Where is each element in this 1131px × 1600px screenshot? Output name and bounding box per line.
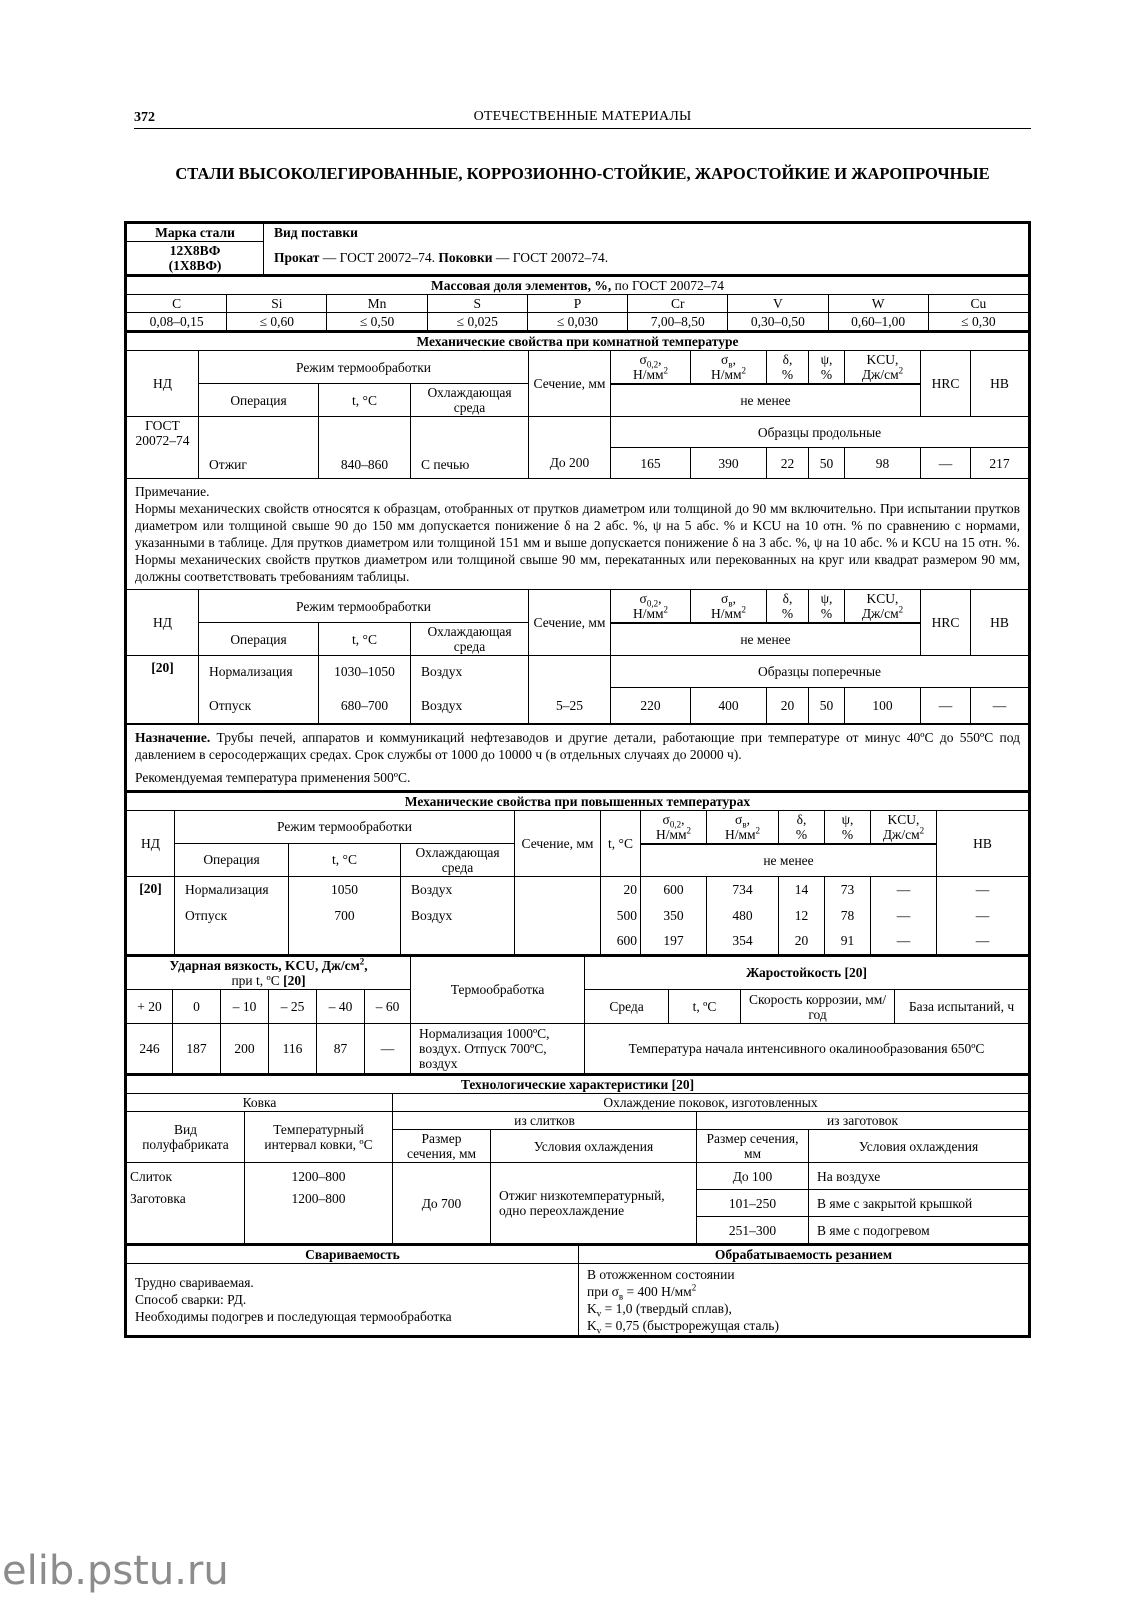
weld-title: Свариваемость: [127, 1245, 579, 1264]
scale-title: Жаростойкость [20]: [585, 956, 1029, 990]
h-from-ingots: из слитков: [393, 1112, 697, 1130]
supply-label: Вид поставки: [264, 224, 1029, 242]
ingot-cond: Отжиг низкотемпературный, одно переохлаждение: [491, 1163, 697, 1244]
h-nd: НД: [127, 590, 199, 656]
impact-value: —: [365, 1024, 411, 1074]
h-sup: 2: [755, 825, 761, 835]
h-sigmav-sym: σ: [721, 352, 729, 367]
impact-temp: 0: [173, 990, 221, 1024]
op-value: [175, 928, 289, 954]
composition-values: [127, 313, 1029, 331]
machining-line-sub: v: [596, 1308, 602, 1319]
op-value: Нормализация: [199, 656, 319, 688]
blank-size: 101–250: [697, 1190, 809, 1217]
machining-title: Обрабатываемость резанием: [579, 1245, 1029, 1264]
impact-title-text: Ударная вязкость, KCU, Дж/см: [169, 957, 360, 973]
h-kcu-unit: Дж/см: [861, 367, 899, 382]
h-section: Сечение, мм: [529, 590, 611, 656]
kcu-value: 98: [845, 448, 921, 479]
impact-temp: – 25: [269, 990, 317, 1024]
impact-temp: + 20: [127, 990, 173, 1024]
h-pct: %: [820, 367, 833, 382]
h-mode: Режим термообработки: [199, 351, 529, 384]
section-value: До 200: [529, 448, 611, 479]
machining-line-part: при σ: [587, 1283, 619, 1299]
purpose-text: Трубы печей, аппаратов и коммуникаций нефтезаводов и другие детали, работающие при температуре от минус 40ºС до 550ºС под давлением в серосодержащих средах. Срок службы от 1000 до 10000 ч (в отдельных случаях до 20000 ч).: [135, 729, 1020, 762]
h-kcu: [845, 590, 921, 623]
grade-label: Марка стали: [127, 224, 264, 242]
h-not-less: не менее: [641, 844, 937, 876]
h-operation: Операция: [175, 843, 289, 876]
psi-value: 50: [809, 688, 845, 724]
s02-value: 600: [641, 876, 707, 902]
h-blank-cond: Условия охлаждения: [809, 1130, 1029, 1163]
h-kcu-sym: KCU,: [866, 352, 899, 367]
hb-value: —: [937, 902, 1029, 928]
cool-value: Воздух: [411, 688, 529, 724]
element-value: 0,30–0,50: [728, 313, 828, 331]
s02-value: 350: [641, 902, 707, 928]
h-not-less: не менее: [611, 624, 921, 656]
impact-title-comma: ,: [364, 957, 368, 973]
scale-h-base: База испытаний, ч: [895, 990, 1029, 1024]
supply-forged-label: Поковки: [438, 250, 493, 266]
element-header: P: [527, 295, 627, 313]
element-header: C: [127, 295, 227, 313]
composition-title-rest: по ГОСТ 20072–74: [611, 278, 724, 293]
blank-size: 251–300: [697, 1217, 809, 1244]
h-not-less: не менее: [611, 385, 921, 417]
h-section: Сечение, мм: [515, 810, 601, 876]
weld-text: [127, 1264, 579, 1336]
temp-value: 840–860: [319, 417, 411, 479]
delta-value: 12: [779, 902, 825, 928]
cool-value: Воздух: [401, 902, 515, 928]
scale-value: Температура начала интенсивного окалинообразования 650ºС: [585, 1024, 1029, 1074]
h-sigma02-sub: 0,2: [646, 359, 659, 370]
psi-value: 91: [825, 928, 871, 954]
steel-datasheet: [124, 221, 1031, 1338]
h-blank-size: Размер сечения, мм: [697, 1130, 809, 1163]
h-sigmav-sub: в: [742, 819, 747, 830]
mech-room-title: Механические свойства при комнатной температуре: [127, 332, 1029, 351]
weld-line: Способ сварки: РД.: [135, 1292, 247, 1307]
h-pct: %: [781, 367, 794, 382]
mech-high-title: Механические свойства при повышенных температурах: [127, 792, 1029, 811]
blank-cond: В яме с закрытой крышкой: [809, 1190, 1029, 1217]
h-sigmav-sub: в: [728, 359, 733, 370]
test-temp-value: 600: [601, 928, 641, 954]
composition-title: [127, 276, 1029, 295]
element-value: ≤ 0,50: [327, 313, 427, 331]
supply-rolled: — ГОСТ 20072–74.: [319, 250, 439, 266]
h-hrc: HRC: [921, 351, 971, 417]
element-header: Mn: [327, 295, 427, 313]
element-value: ≤ 0,30: [928, 313, 1028, 331]
note: [127, 479, 1029, 590]
semi-type: Слиток: [127, 1163, 245, 1190]
samples-transverse: Образцы поперечные: [611, 656, 1029, 688]
h-kcu-sym: KCU,: [887, 811, 920, 827]
delta-value: 22: [767, 448, 809, 479]
element-header: Cu: [928, 295, 1028, 313]
h-sigmav-sub: в: [728, 598, 733, 609]
cool-value: [401, 928, 515, 954]
h-ingot-size: Размер сечения, мм: [393, 1130, 491, 1163]
op-value: Отпуск: [199, 688, 319, 724]
forging-interval: 1200–800: [245, 1163, 393, 1190]
composition-title-bold: Массовая доля элементов, %,: [431, 278, 612, 293]
h-hb: HB: [937, 810, 1029, 876]
h-sup: 2: [919, 825, 925, 835]
h-test-temp: t, °С: [601, 810, 641, 876]
h-semi-type: Вид полуфабриката: [127, 1112, 245, 1163]
impact-value: 87: [317, 1024, 365, 1074]
h-psi-sym: ψ,: [820, 591, 833, 606]
grade-table: [126, 223, 1029, 275]
tech-table: [126, 1074, 1029, 1244]
h-temp: t, °С: [319, 384, 411, 417]
samples-longitudinal: Образцы продольные: [611, 417, 1029, 448]
table-row: [127, 902, 1029, 928]
h-kcu-sym: KCU,: [866, 591, 899, 606]
cool-value: Воздух: [411, 656, 529, 688]
machining-line-sub: v: [596, 1325, 602, 1336]
h-nd: НД: [127, 810, 175, 876]
element-value: ≤ 0,030: [527, 313, 627, 331]
element-value: ≤ 0,60: [227, 313, 327, 331]
cool-value: Воздух: [401, 876, 515, 902]
grade-alt: (1Х8ВФ): [168, 258, 222, 273]
note-text: Нормы механических свойств относятся к образцам, отобранных от прутков диаметром или толщиной до 90 мм включительно. При испытании прутков диаметром или толщиной свыше 90 до 150 мм допускается понижение δ на 2 абс. %, ψ на 5 абс. % и KCU на 10 отн. % по сравнению с нормами, указанными в таблице. Для прутков диаметром или толщиной 151 мм и выше допускается понижение δ на 3 абс. %, ψ на 10 абс. % и KCU на 15 отн. %. Нормы механических свойств прутков диаметром или толщиной свыше 90 мм, перекатанных или перекованных на круг или квадрат размером 90 мм, должны соответствовать требованиям таблицы.: [135, 501, 1020, 584]
h-hb: HB: [971, 351, 1029, 417]
scale-h-temp: t, ºС: [669, 990, 741, 1024]
h-sigma02: $\sigma_{0,2}$, $Н/мм^2$: [611, 590, 691, 623]
h-temp: t, °С: [319, 623, 411, 656]
h-sigmav: $\sigma_в$, $Н/мм^2$: [691, 351, 767, 384]
section-value: 5–25: [529, 688, 611, 724]
impact-temp: – 60: [365, 990, 411, 1024]
psi-value: 73: [825, 876, 871, 902]
sv-value: 480: [707, 902, 779, 928]
h-psi: [809, 351, 845, 384]
h-delta: [779, 810, 825, 843]
op-value: Отжиг: [199, 417, 319, 479]
psi-value: 78: [825, 902, 871, 928]
h-sigma02-sym: σ: [662, 811, 670, 827]
element-header: V: [728, 295, 828, 313]
sv-value: 390: [691, 448, 767, 479]
cool-value: С печью: [411, 417, 529, 479]
nd-ref: [20]: [127, 656, 199, 724]
h-delta-sym: δ,: [782, 352, 793, 367]
watermark: elib.pstu.ru: [2, 1548, 229, 1594]
kcu-value: —: [871, 902, 937, 928]
blank-cond: В яме с подогревом: [809, 1217, 1029, 1244]
purpose-label: Назначение.: [135, 729, 211, 745]
hrc-value: —: [921, 448, 971, 479]
h-cooling: Охлаждающая среда: [411, 623, 529, 656]
sv-value: 400: [691, 688, 767, 724]
h-delta-sym: δ,: [782, 591, 793, 606]
temp-value: [289, 928, 401, 954]
h-delta: [767, 590, 809, 623]
h-psi: [825, 810, 871, 843]
hb-value: —: [937, 928, 1029, 954]
scale-h-medium: Среда: [585, 990, 669, 1024]
note-label: Примечание.: [135, 484, 210, 499]
grade: 12Х8ВФ: [169, 243, 221, 258]
h-sigmav-sym: σ: [721, 591, 729, 606]
psi-value: 50: [809, 448, 845, 479]
h-psi-sym: ψ,: [820, 352, 833, 367]
h-sigmav-unit: Н/мм: [710, 367, 742, 382]
mech-room-table: [126, 331, 1029, 791]
h-kcu-unit: Дж/см: [861, 606, 899, 621]
h-operation: Операция: [199, 623, 319, 656]
purpose: [127, 724, 1029, 791]
heat-value: Нормализация 1000ºС, воздух. Отпуск 700ºС, воздух: [411, 1024, 585, 1074]
test-temp-value: 500: [601, 902, 641, 928]
kcu-value: 100: [845, 688, 921, 724]
test-temp-value: 20: [601, 876, 641, 902]
kcu-value: —: [871, 928, 937, 954]
delta-value: 20: [767, 688, 809, 724]
supply-rolled-label: Прокат: [274, 250, 320, 266]
h-psi: [809, 590, 845, 623]
temp-value: 680–700: [319, 688, 411, 724]
h-kcu: [845, 351, 921, 384]
machining-line-part: = 0,75 (быстрорежущая сталь): [601, 1317, 779, 1333]
table-row: [127, 928, 1029, 954]
impact-temp: – 10: [221, 990, 269, 1024]
machining-line-part: K: [587, 1300, 597, 1316]
mech-high-table: [126, 791, 1029, 955]
h-sup: 2: [898, 365, 904, 376]
tech-title: Технологические характеристики [20]: [127, 1075, 1029, 1094]
machining-line-sub: в: [618, 1291, 624, 1302]
h-sigma02-sub: 0,2: [669, 819, 682, 830]
h-from-blanks: из заготовок: [697, 1112, 1029, 1130]
s02-value: 197: [641, 928, 707, 954]
page-number: 372: [134, 110, 155, 125]
h-sup: 2: [663, 604, 669, 615]
supply-forged: — ГОСТ 20072–74.: [492, 250, 609, 266]
machining-line-part: = 1,0 (твердый сплав),: [601, 1300, 732, 1316]
h-forging-cooling: Охлаждение поковок, изготовленных: [393, 1094, 1029, 1112]
temp-value: 1050: [289, 876, 401, 902]
impact-value: 187: [173, 1024, 221, 1074]
hb-value: —: [937, 876, 1029, 902]
h-psi-sym: ψ,: [841, 811, 854, 827]
sv-value: 734: [707, 876, 779, 902]
h-sup: 2: [741, 365, 747, 376]
recommended-temp: Рекомендуемая температура применения 500ºС.: [135, 769, 411, 785]
h-sigmav: $\sigma_в$, $Н/мм^2$: [691, 590, 767, 623]
s02-value: 220: [611, 688, 691, 724]
hb-value: —: [971, 688, 1029, 724]
temp-value: 1030–1050: [319, 656, 411, 688]
machining-line-sup: 2: [691, 1282, 697, 1292]
h-operation: Операция: [199, 384, 319, 417]
table-row: [127, 876, 1029, 902]
h-sigma02-unit: Н/мм: [655, 826, 687, 842]
grade-value: [127, 242, 264, 275]
element-header: Si: [227, 295, 327, 313]
h-pct: %: [781, 606, 794, 621]
h-sigma02-sym: σ: [639, 352, 647, 367]
h-ingot-cond: Условия охлаждения: [491, 1130, 697, 1163]
element-value: 0,08–0,15: [127, 313, 227, 331]
weld-line: Трудно свариваемая.: [135, 1275, 254, 1290]
temp-value: 700: [289, 902, 401, 928]
page-header: [134, 106, 1031, 129]
h-temp: t, °С: [289, 843, 401, 876]
op-value: Отпуск: [175, 902, 289, 928]
h-sigma02-unit: Н/мм: [632, 606, 664, 621]
h-nd: НД: [127, 351, 199, 417]
running-header: ОТЕЧЕСТВЕННЫЕ МАТЕРИАЛЫ: [473, 109, 692, 124]
machining-line: [587, 1283, 1025, 1300]
element-header: S: [427, 295, 527, 313]
h-mode: Режим термообработки: [199, 590, 529, 623]
h-sup: 2: [686, 825, 692, 835]
machining-line-part: = 400 Н/мм: [623, 1283, 692, 1299]
impact-value: 246: [127, 1024, 173, 1074]
scale-h-rate: Скорость коррозии, мм/год: [741, 990, 895, 1024]
h-hb: HB: [971, 590, 1029, 656]
h-pct: %: [820, 606, 833, 621]
h-sigma02-unit: Н/мм: [632, 367, 664, 382]
composition-table: [126, 275, 1029, 331]
h-sup: 2: [898, 604, 904, 615]
h-hrc: HRC: [921, 590, 971, 656]
table-row: [127, 1163, 1029, 1190]
h-sup: 2: [741, 604, 747, 615]
machining-line: В отожженном состоянии: [587, 1266, 735, 1282]
h-sigmav: $\sigma_в$, $Н/мм^2$: [707, 810, 779, 843]
forging-interval: 1200–800: [245, 1190, 393, 1244]
h-sup: 2: [663, 365, 669, 376]
h-sigma02: $\sigma_{0,2}$, $Н/мм^2$: [611, 351, 691, 384]
nd-gost: ГОСТ 20072–74: [127, 417, 199, 479]
ingot-size: До 700: [393, 1163, 491, 1244]
impact-value: 116: [269, 1024, 317, 1074]
h-pct: %: [841, 826, 854, 842]
h-sigmav-unit: Н/мм: [710, 606, 742, 621]
semi-type: Заготовка: [127, 1190, 245, 1244]
h-mode: Режим термообработки: [175, 810, 515, 843]
h-sigma02: $\sigma_{0,2}$, $Н/мм^2$: [641, 810, 707, 843]
delta-value: 14: [779, 876, 825, 902]
h-delta: [767, 351, 809, 384]
h-sigmav-unit: Н/мм: [724, 826, 756, 842]
hb-value: 217: [971, 448, 1029, 479]
h-sigma02-sym: σ: [639, 591, 647, 606]
nd-ref: [20]: [127, 876, 175, 954]
h-sigma02-sub: 0,2: [646, 598, 659, 609]
weld-line: Необходимы подогрев и последующая термообработка: [135, 1309, 452, 1324]
h-cooling: Охлаждающая среда: [411, 384, 529, 417]
impact-subtitle-ref: [20]: [283, 972, 306, 988]
delta-value: 20: [779, 928, 825, 954]
weld-machining-table: [126, 1244, 1029, 1336]
impact-title-sup: 2: [359, 956, 365, 967]
page-title: СТАЛИ ВЫСОКОЛЕГИРОВАННЫЕ, КОРРОЗИОННО-СТОЙКИЕ, ЖАРОСТОЙКИЕ И ЖАРОПРОЧНЫЕ: [175, 164, 990, 183]
machining-line: [587, 1317, 1025, 1334]
element-header: W: [828, 295, 928, 313]
s02-value: 165: [611, 448, 691, 479]
impact-values: [127, 1024, 1029, 1074]
h-kcu-unit: Дж/см: [882, 826, 920, 842]
h-pct: %: [795, 826, 808, 842]
machining-line: [587, 1300, 1025, 1317]
h-forging: Ковка: [127, 1094, 393, 1112]
element-value: 0,60–1,00: [828, 313, 928, 331]
blank-cond: На воздухе: [809, 1163, 1029, 1190]
op-value: Нормализация: [175, 876, 289, 902]
sv-value: 354: [707, 928, 779, 954]
machining-text: [579, 1264, 1029, 1336]
kcu-value: —: [871, 876, 937, 902]
impact-scale-table: [126, 955, 1029, 1075]
h-delta-sym: δ,: [796, 811, 807, 827]
impact-value: 200: [221, 1024, 269, 1074]
h-cooling: Охлаждающая среда: [401, 843, 515, 876]
impact-subtitle: при t, ºС: [231, 972, 284, 988]
impact-title: [127, 956, 411, 990]
h-section: Сечение, мм: [529, 351, 611, 417]
blank-size: До 100: [697, 1163, 809, 1190]
element-header: Cr: [628, 295, 728, 313]
element-value: 7,00–8,50: [628, 313, 728, 331]
supply-value: [264, 242, 1029, 275]
h-forging-interval: Температурный интервал ковки, ºС: [245, 1112, 393, 1163]
element-value: ≤ 0,025: [427, 313, 527, 331]
heat-label: Термообработка: [411, 956, 585, 1024]
impact-temp: – 40: [317, 990, 365, 1024]
composition-elements: [127, 295, 1029, 313]
h-sigmav-sym: σ: [735, 811, 743, 827]
h-kcu: [871, 810, 937, 843]
hrc-value: —: [921, 688, 971, 724]
machining-line-part: K: [587, 1317, 597, 1333]
